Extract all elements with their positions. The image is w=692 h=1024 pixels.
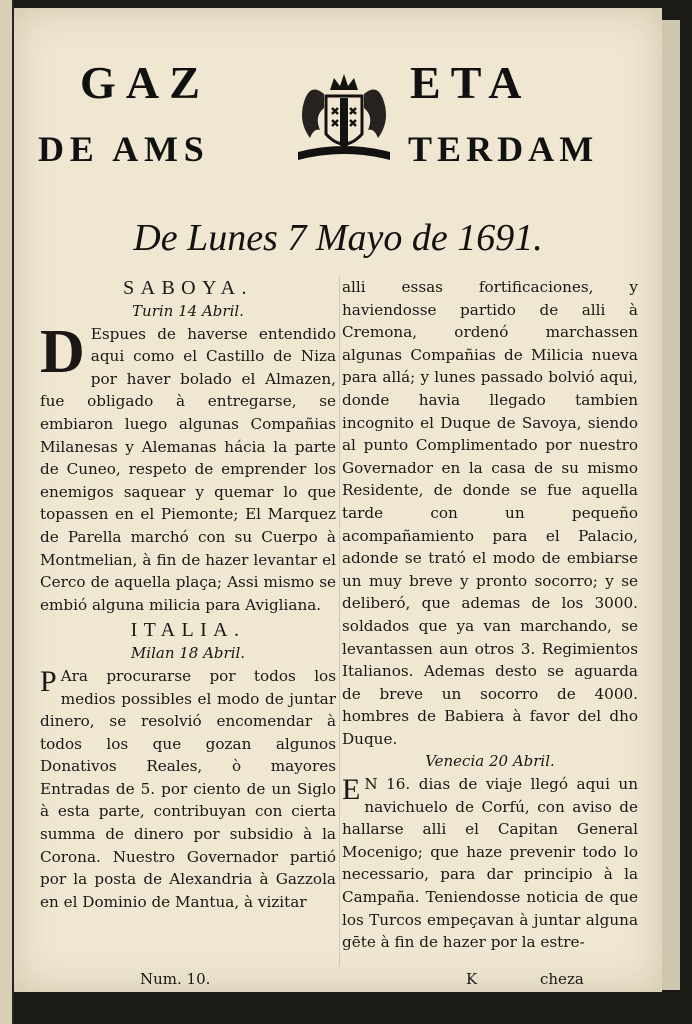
left-column xyxy=(40,276,336,913)
masthead-eta: ETA xyxy=(410,57,532,108)
right-column xyxy=(342,276,638,954)
masthead-terdam: TERDAM xyxy=(408,129,599,169)
drop-cap-d: D xyxy=(40,317,85,386)
dateline-turin: Turin 14 Abril. xyxy=(132,302,244,320)
drop-cap-e: E xyxy=(342,773,361,807)
article-italia-continued: alli essas fortificaciones, y haviendosse partido de alli à Cremona, ordenó marchassen algunas Compañias de Milicia nueva para allá; y lunes passado bolvió aqui, donde havia llegado tambien incognito el Duque de Savoya, siendo al punto Complimentado por nuestro Governador en la casa de su mismo Residente, de donde se fue aquella tarde con un pequeño acompañamiento para el Palacio, adonde se trató el modo de embiarse un muy breve y pronto socorro; y se deliberó, que ademas de los 3000. soldados que ya van marchando, se levantassen aun otros 3. Regimientos Italianos. Ademas desto se aguarda de breve un socorro de 4000. hombres de Babiera à favor del dho Duque. xyxy=(342,278,638,748)
issue-date: De Lunes 7 Mayo de 1691. xyxy=(133,217,543,259)
article-italia-text: Ara procurarse por todos los medios possibles el modo de juntar dinero, se resolvió encomendar à todos los que gozan algunos Donativos Reales, ò mayores Entradas de 5. por ciento de un Siglo à esta parte, contribuyan con cierta summa de dinero por subsidio à la Corona. Nuestro Governador partió por la posta de Alexandria à Gazzola en el Dominio de Mantua, à vizitar xyxy=(40,666,336,911)
article-venecia-text: N 16. dias de viaje llegó aqui un navichuelo de Corfú, con aviso de hallarse alli el Capitan General Mocenigo; que haze prevenir todo lo necessario, para dar principio à la Campaña. Teniendosse noticia de que los Turcos empeçavan à juntar alguna gēte à fin de hazer por la estre- xyxy=(342,775,638,952)
masthead-de-ams: DE AMS xyxy=(38,129,210,169)
masthead-gaz: GAZ xyxy=(80,57,211,108)
newspaper-page xyxy=(14,8,662,992)
heading-italia: ITALIA. xyxy=(130,619,246,642)
dateline-milan: Milan 18 Abril. xyxy=(130,644,246,663)
adjacent-page-edge xyxy=(0,0,14,1024)
column-divider xyxy=(339,276,340,966)
heading-saboya: SABOYA. xyxy=(123,277,253,299)
drop-cap-p: P xyxy=(40,664,57,698)
issue-number: Num. 10. xyxy=(140,970,211,988)
catchword: cheza xyxy=(540,970,584,988)
page-shadow-edge xyxy=(662,20,680,990)
signature-mark: K xyxy=(466,970,478,988)
article-saboya-text: Espues de haverse entendido aqui como el Castillo de Niza por haver bolado el Almazen, fue obligado à entregarse, se embiaron luego algunas Compañias Milanesas y Alemanas hácia la parte de Cuneo, respeto de emprender los enemigos saquear y quemar lo que topassen en el Piemonte; El Marquez de Parella marchó con su Cuerpo à Montmelian, à fin de hazer levantar el Cerco de aquella plaça; Assi mismo se embió alguna milicia para Avigliana. xyxy=(40,324,336,614)
dateline-venecia: Venecia 20 Abril. xyxy=(425,752,555,771)
amsterdam-coat-of-arms xyxy=(284,68,404,166)
